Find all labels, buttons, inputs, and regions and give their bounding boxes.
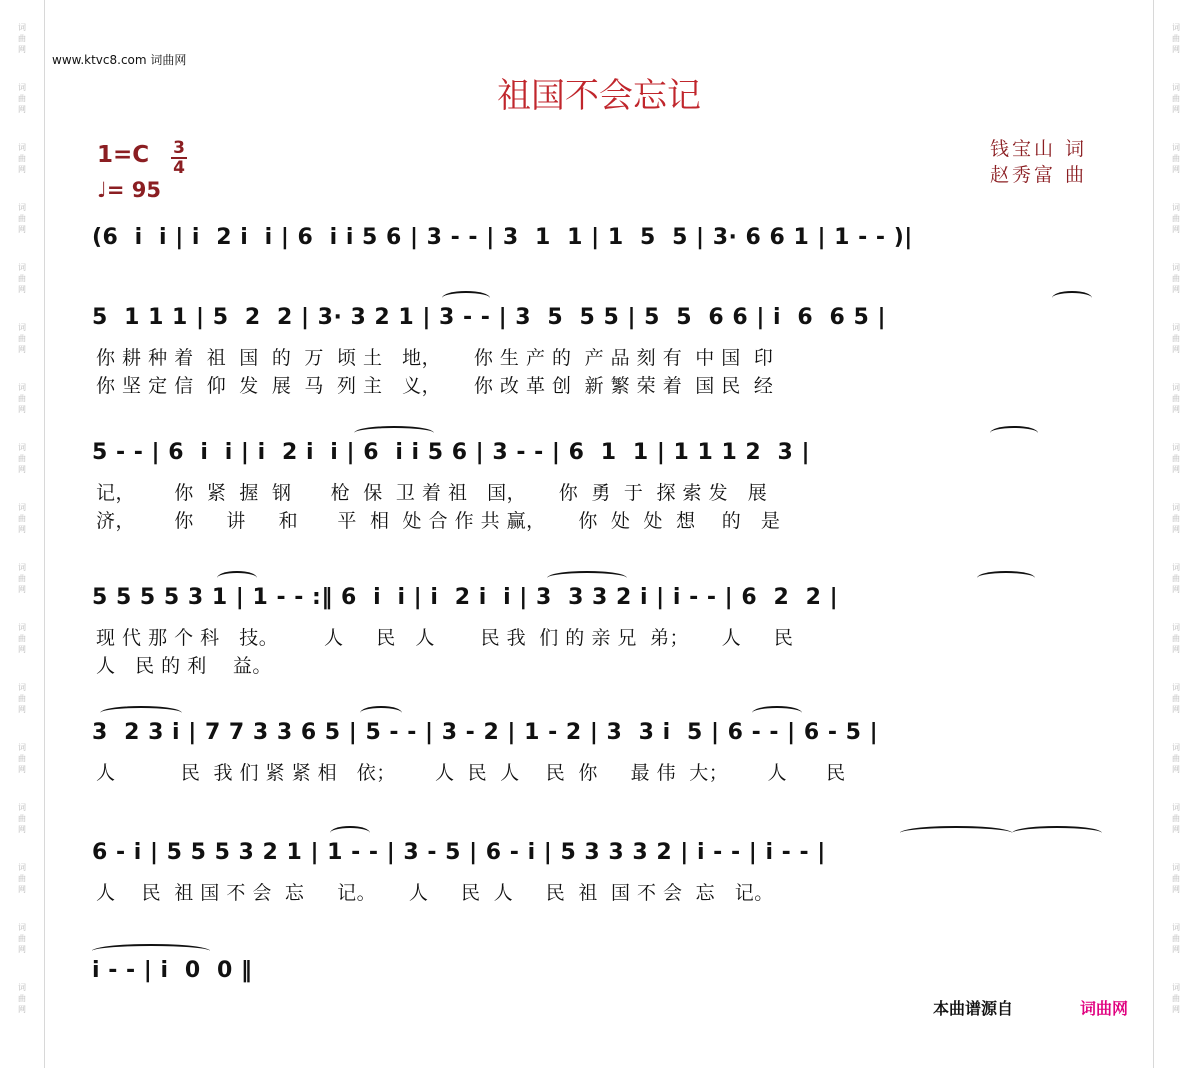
lyric-line-1: 你 耕 种 着 祖 国 的 万 顷 土 地， 你 生 产 的 产 品 刻 有 中 国 印 [96,347,774,369]
watermark-text: 词 曲 网 [1172,743,1180,774]
notation-line: 5 - - | 6 i i | i 2 i i | 6 i i 5 6 | 3 - - | 6 1 1 | 1 1 1 2 3 | [92,440,811,465]
watermark-text: 词 曲 网 [1172,263,1180,294]
slur [354,426,434,440]
watermark-text: 词 曲 网 [18,563,26,594]
time-top: 3 [173,138,185,158]
time-bottom: 4 [173,158,185,178]
watermark-text: 词 曲 网 [1172,923,1180,954]
notation-line: (6 i i | i 2 i i | 6 i i 5 6 | 3 - - | 3 1 1 | 1 5 5 | 3· 6 6 1 | 1 - - )| [92,225,913,250]
watermark-text: 词 曲 网 [1172,623,1180,654]
key-signature: 1=C [97,142,150,168]
slur [752,706,802,720]
watermark-text: 词 曲 网 [18,203,26,234]
watermark-text: 词 曲 网 [18,23,26,54]
footer-source: 本曲谱源自 [933,999,1014,1018]
watermark-text: 词 曲 网 [18,623,26,654]
watermark-text: 词 曲 网 [1172,203,1180,234]
watermark-text: 词 曲 网 [18,743,26,774]
slur [977,571,1035,585]
watermark-text: 词 曲 网 [1172,563,1180,594]
slur [442,291,490,305]
watermark-text: 词 曲 网 [18,143,26,174]
lyric-line-1: 现 代 那 个 科 技。 人 民 人 民 我 们 的 亲 兄 弟； 人 民 [96,627,794,649]
watermark-text: 词 曲 网 [1172,983,1180,1014]
watermark-text: 词 曲 网 [1172,83,1180,114]
lyric-line-1: 人 民 祖 国 不 会 忘 记。 人 民 人 民 祖 国 不 会 忘 记。 [96,882,774,904]
notation-line: 3 2 3 i | 7 7 3 3 6 5 | 5 - - | 3 - 2 | 1 - 2 | 3 3 i 5 | 6 - - | 6 - 5 | [92,720,879,745]
slur [1012,826,1102,840]
lyric-line-2: 人 民 的 利 益。 [96,655,272,677]
footer-brand-link[interactable]: 词曲网 [1080,999,1129,1018]
left-watermark-strip [0,0,45,1068]
lyric-line-1: 记， 你 紧 握 钢 枪 保 卫 着 祖 国， 你 勇 于 探 索 发 展 [96,482,768,504]
watermark-text: 词 曲 网 [1172,143,1180,174]
slur [217,571,257,585]
slur [92,944,210,958]
watermark-text: 词 曲 网 [18,683,26,714]
notation-line: 6 - i | 5 5 5 3 2 1 | 1 - - | 3 - 5 | 6 - i | 5 3 3 3 2 | i - - | i - - | [92,840,826,865]
slur [330,826,370,840]
slur [900,826,1012,840]
slur [990,426,1038,440]
time-signature [168,139,190,177]
watermark-text: 词 曲 网 [1172,803,1180,834]
slur [547,571,627,585]
song-title: 祖国不会忘记 [497,76,701,116]
notation-line: i - - | i 0 0 ‖ [92,958,253,983]
tempo-marking: ♩= 95 [97,178,162,202]
watermark-text: 词 曲 网 [1172,323,1180,354]
watermark-text: 词 曲 网 [1172,443,1180,474]
slur [1052,291,1092,305]
watermark-text: 词 曲 网 [1172,503,1180,534]
watermark-text: 词 曲 网 [18,83,26,114]
slur [100,706,182,720]
watermark-text: 词 曲 网 [1172,383,1180,414]
right-watermark-strip [1153,0,1198,1068]
lyricist-credit: 钱宝山 词 [990,138,1088,160]
composer-credit: 赵秀富 曲 [990,164,1088,186]
watermark-text: 词 曲 网 [1172,23,1180,54]
site-url: www.ktvc8.com 词曲网 [52,53,187,67]
watermark-text: 词 曲 网 [18,443,26,474]
watermark-text: 词 曲 网 [18,263,26,294]
watermark-text: 词 曲 网 [18,863,26,894]
watermark-text: 词 曲 网 [18,503,26,534]
watermark-text: 词 曲 网 [18,983,26,1014]
watermark-text: 词 曲 网 [18,923,26,954]
watermark-text: 词 曲 网 [18,383,26,414]
lyric-line-2: 你 坚 定 信 仰 发 展 马 列 主 义， 你 改 革 创 新 繁 荣 着 国 民 经 [96,375,774,397]
lyric-line-1: 人 民 我 们 紧 紧 相 依； 人 民 人 民 你 最 伟 大； 人 民 [96,762,846,784]
watermark-text: 词 曲 网 [18,803,26,834]
slur [360,706,402,720]
watermark-text: 词 曲 网 [1172,863,1180,894]
notation-line: 5 5 5 5 3 1 | 1 - - :‖ 6 i i | i 2 i i | 3 3 3 2 i | i - - | 6 2 2 | [92,585,839,610]
lyric-line-2: 济， 你 讲 和 平 相 处 合 作 共 赢， 你 处 处 想 的 是 [96,510,781,532]
watermark-text: 词 曲 网 [18,323,26,354]
watermark-text: 词 曲 网 [1172,683,1180,714]
notation-line: 5 1 1 1 | 5 2 2 | 3· 3 2 1 | 3 - - | 3 5 5 5 | 5 5 6 6 | i 6 6 5 | [92,305,887,330]
